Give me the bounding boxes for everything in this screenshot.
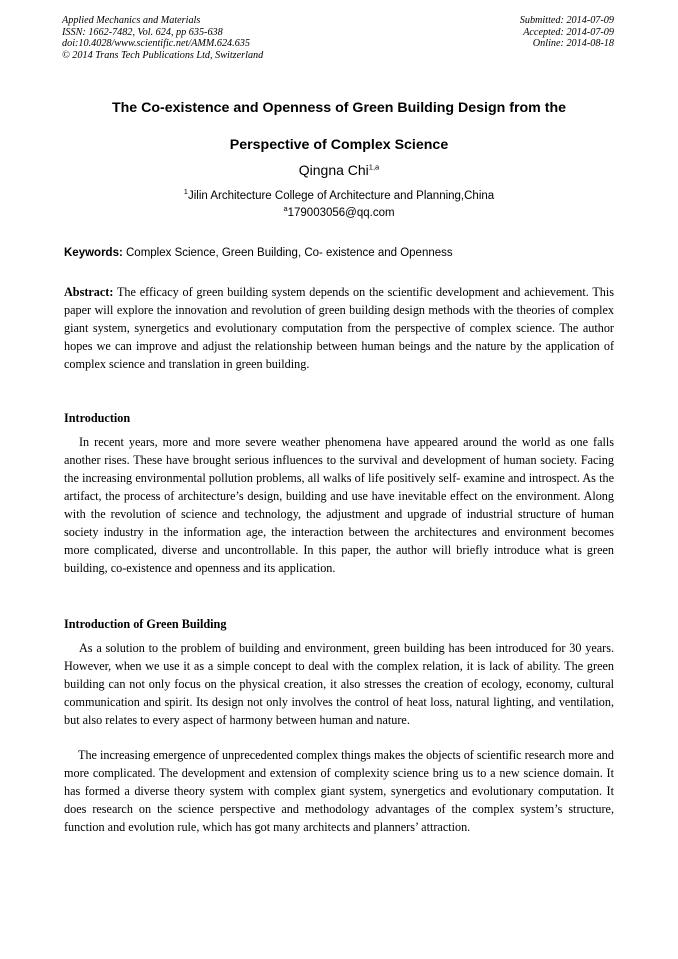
abstract-label: Abstract: [64,285,114,299]
author-email: 179003056@qq.com [287,207,395,219]
paragraph: The increasing emergence of unprecedented complex things makes the objects of scientific research more and more complicated. The development and extension of complexity science bring us to a new science domain. It has formed a diverse theory system with complex giant system, synergetics and evolutionary computation. It does research on the science perspective and methodology advantages of the complex system’s structure, function and evolution rule, which has got many architects and planners’ attraction. [64,748,614,834]
journal-name: Applied Mechanics and Materials [62,15,201,26]
journal-info [62,15,263,61]
email-superscript: a [283,204,288,214]
issn-line: ISSN: 1662-7482, Vol. 624, pp 635-638 [62,26,223,38]
paragraph: As a solution to the problem of building and environment, green building has been introduced for 30 years. However, when we use it as a simple concept to deal with the complex relation, it is lack of ability. The green building can not only focus on the physical creation, it also stresses the creation of ecology, economy, cultural communication and spirit. Its design not only involves the control of heat loss, natural lighting, and ventilation, but also relates to every aspect of harmony between human and nature. [64,641,614,727]
author-name: Qingna Chi [298,162,369,178]
section-heading-introduction: Introduction [64,411,131,425]
online-date: Online: 2014-08-18 [532,38,614,50]
author-line [0,161,678,179]
affiliation-superscript: 1 [183,187,188,197]
affiliation-institution: Jilin Architecture College of Architecture and Planning,China [187,190,495,202]
section-heading-green-building: Introduction of Green Building [64,617,227,631]
author-superscript: 1,a [368,162,380,172]
title-line-1: The Co-existence and Openness of Green Building Design from the [111,100,567,116]
section-green-building-body-2 [64,746,614,836]
abstract [64,283,614,373]
submitted-date: Submitted: 2014-07-09 [519,15,614,26]
paragraph: In recent years, more and more severe weather phenomena have appeared around the world as one falls another rises. These have brought serious influences to the survival and development of human society. Facing the increasing environmental pollution problems, all walks of life positively self- examine and introspect. As the artifact, the process of architecture’s design, building and use have inevitable effect on the environment. Along with the revolution of science and technology, the adjustment and upgrade of industrial structure of human society industry in the information age, the interaction between the architectures and environment becomes more complicated, diverse and uncontrollable. In this paper, the author will briefly introduce what is green building, co-existence and openness and its application. [64,435,614,575]
email-line [0,205,678,222]
title-line-2: Perspective of Complex Science [229,137,449,153]
section-green-building-body [64,639,614,729]
accepted-date: Accepted: 2014-07-09 [523,26,614,38]
section-introduction-body [64,433,614,577]
keywords-text: Complex Science, Green Building, Co- existence and Openness [122,247,453,259]
copyright-line: © 2014 Trans Tech Publications Ltd, Switzerland [62,49,264,61]
abstract-paragraph [64,283,614,373]
paper-title [40,90,638,164]
affiliation-block [0,188,678,222]
doi-line: doi:10.4028/www.scientific.net/AMM.624.635 [62,38,250,50]
keywords [64,246,624,261]
abstract-text: The efficacy of green building system depends on the scientific development and achievement. This paper will explore the innovation and revolution of green building design methods with the theories of complex giant system, synergetics and evolutionary computation from the perspective of complex science. The author hopes we can improve and adjust the relationship between human beings and the nature by the application of complex science and translation in green building. [64,285,614,371]
publication-dates [520,15,614,50]
affiliation-line [0,188,678,205]
keywords-label: Keywords: [64,247,123,259]
